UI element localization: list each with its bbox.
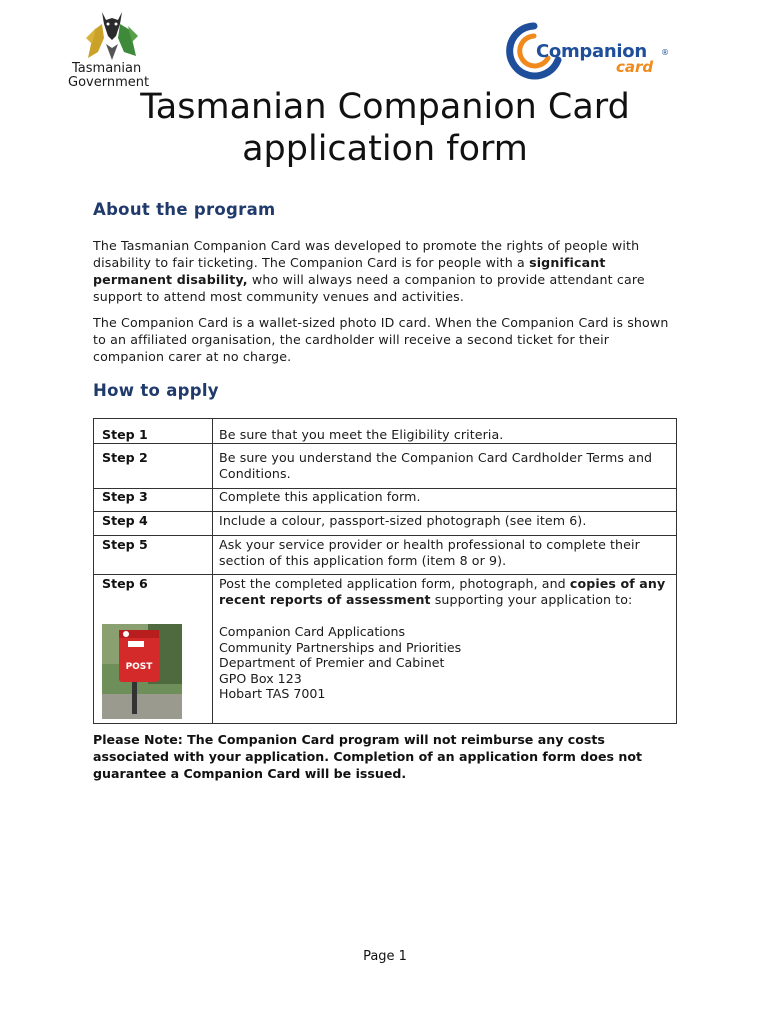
about-para1-bold: significant permanent disability, [93,255,606,287]
page-title [0,86,770,170]
steps-table [93,418,677,724]
step-3-text: Complete this application form. [219,489,421,504]
title-line1: Tasmanian Companion Card [140,87,630,127]
table-row-divider [94,511,676,512]
step-6-text-end: supporting your application to: [430,591,633,607]
how-to-apply-heading: How to apply [93,381,219,400]
address-line: GPO Box 123 [219,670,302,686]
step-6-text [219,576,669,607]
step-4-text: Include a colour, passport-sized photograph (see item 6). [219,513,587,528]
about-para1-text: The Tasmanian Companion Card was developed to promote the rights of people with disability to fair ticketing. The Companion Card is for people with a [93,238,640,270]
please-note: Please Note: The Companion Card program will not reimburse any costs associated with your application. Completion of an application form does not guarantee a Companion Card will be issued. [93,732,643,781]
step-6-text-bold: copies of any recent reports of assessment [219,576,666,607]
title-line2: application form [242,129,528,169]
step-6-text-start: Post the completed application form, photograph, and [219,576,570,591]
address-line: Community Partnerships and Priorities [219,639,462,655]
step-6-label: Step 6 [102,576,148,591]
step-3-label: Step 3 [102,489,148,504]
step-5-text: Ask your service provider or health professional to complete their section of this application form (item 8 or 9). [219,537,640,568]
registered-mark: ® [661,48,669,57]
about-paragraph-2: The Companion Card is a wallet-sized photo ID card. When the Companion Card is shown to an affiliated organisation, the cardholder will receive a second ticket for their companion carer at no charge. [93,315,669,364]
table-row-divider [94,535,676,536]
about-heading: About the program [93,200,276,219]
address-line: Hobart TAS 7001 [219,686,326,702]
companion-logo-word: Companion [536,41,647,62]
table-row-divider [94,574,676,575]
gov-logo-text-line2: Government [68,75,150,90]
about-para1-text-end: who will always need a companion to provide attendant care support to attend most community venues and activities. [93,272,645,304]
step-1-text: Be sure that you meet the Eligibility criteria. [219,427,504,442]
companion-card-logo [504,22,672,80]
step-4-label: Step 4 [102,513,148,528]
step-1-label: Step 1 [102,427,148,442]
page-number: Page 1 [363,949,407,964]
table-row-divider [94,443,676,444]
postal-address [219,624,461,702]
address-line: Companion Card Applications [219,624,406,639]
card-logo-word: card [616,58,654,76]
postbox-label: POST [125,662,153,672]
tasmanian-devil-emblem-icon [84,8,140,62]
address-line: Department of Premier and Cabinet [219,655,445,671]
tasmanian-government-logo [66,8,158,88]
about-paragraph-1 [93,237,683,305]
step-2-text: Be sure you understand the Companion Card Cardholder Terms and Conditions. [219,450,653,481]
step-5-label: Step 5 [102,537,148,552]
table-column-divider [212,419,213,723]
step-2-label: Step 2 [102,450,148,465]
gov-logo-text-line1: Tasmanian [72,61,142,76]
postbox-photo [102,624,182,719]
